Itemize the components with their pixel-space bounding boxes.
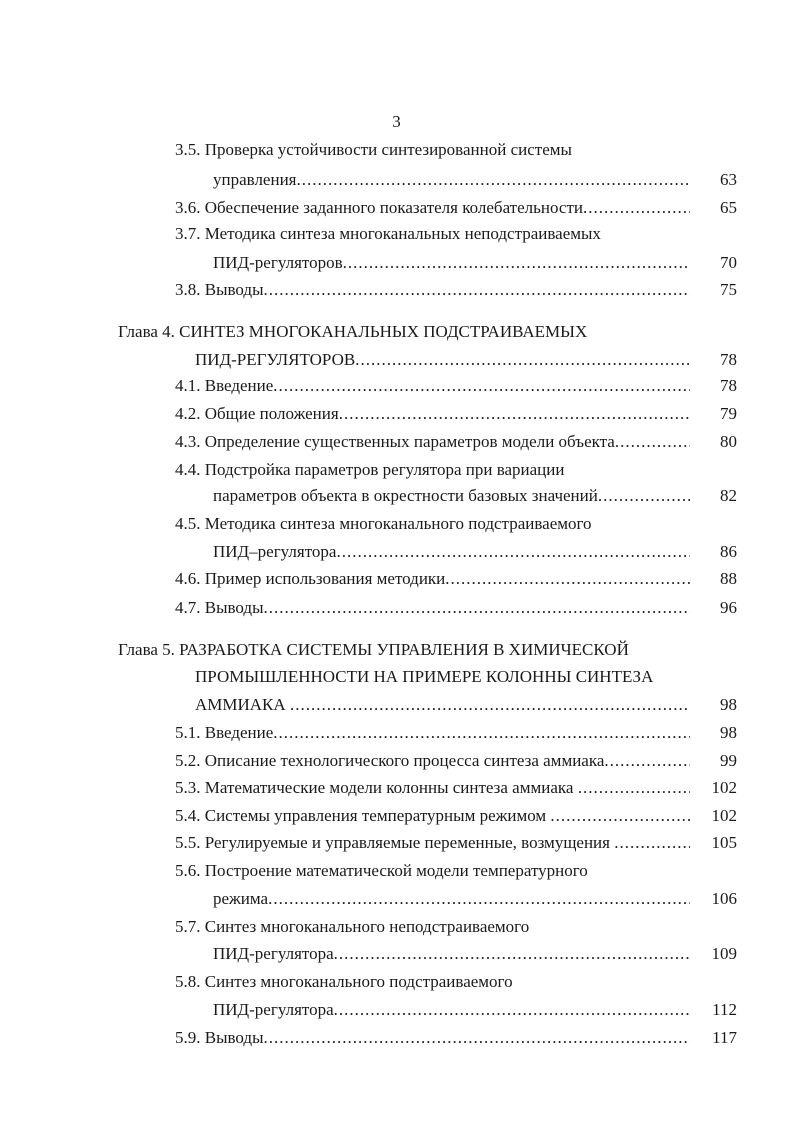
dot-leader	[355, 348, 690, 372]
toc-entry-5-1[interactable]	[175, 721, 690, 745]
dot-leader	[297, 168, 691, 192]
toc-entry-5-4-title: 5.4. Системы управления температурным режимом	[175, 806, 547, 825]
toc-entry-5-2-title: 5.2. Описание технологического процесса синтеза аммиака	[175, 751, 605, 770]
toc-entry-4-1[interactable]	[175, 374, 690, 398]
toc-page-5-8: 112	[712, 1000, 737, 1019]
dot-leader	[334, 942, 690, 966]
toc-entry-5-3-title: 5.3. Математические модели колонны синтеза аммиака	[175, 778, 574, 797]
dot-leader	[273, 374, 690, 398]
toc-entry-4-3-title: 4.3. Определение существенных параметров модели объекта	[175, 432, 615, 451]
dot-leader	[339, 402, 690, 426]
toc-entry-5-5[interactable]	[175, 831, 690, 855]
toc-entry-4-4-title: 4.4. Подстройка параметров регулятора при вариации	[175, 460, 565, 479]
toc-page-3-5: 63	[720, 170, 737, 189]
toc-entry-3-5[interactable]	[213, 168, 690, 192]
toc-page-4-1: 78	[720, 376, 737, 395]
dot-leader	[578, 776, 690, 800]
toc-entry-4-7[interactable]	[175, 596, 690, 620]
toc-entry-5-7-title-cont: ПИД-регулятора	[213, 944, 334, 963]
toc-entry-4-6[interactable]	[175, 567, 690, 591]
toc-chapter-5-title-end: АММИАКА	[195, 695, 286, 714]
toc-page-5-4: 102	[711, 806, 737, 825]
dot-leader	[550, 804, 690, 828]
dot-leader	[583, 196, 690, 220]
toc-entry-4-2[interactable]	[175, 402, 690, 426]
toc-entry-5-7[interactable]	[213, 942, 690, 966]
toc-page-3-6: 65	[720, 198, 737, 217]
toc-page-5-6: 106	[711, 889, 737, 908]
toc-page-ch4: 78	[720, 350, 737, 369]
toc-entry-4-5-title: 4.5. Методика синтеза многоканального подстраиваемого	[175, 514, 592, 533]
toc-entry-3-6[interactable]	[175, 196, 690, 220]
toc-entry-5-8-title-cont: ПИД-регулятора	[213, 1000, 334, 1019]
toc-entry-3-8-title: 3.8. Выводы	[175, 280, 264, 299]
toc-entry-5-4[interactable]	[175, 804, 690, 828]
dot-leader	[264, 278, 690, 302]
toc-entry-3-5-title: 3.5. Проверка устойчивости синтезированной системы	[175, 140, 572, 159]
toc-entry-4-5-title-cont: ПИД–регулятора	[213, 542, 337, 561]
toc-chapter-5[interactable]	[195, 693, 690, 717]
toc-entry-4-3[interactable]	[175, 430, 690, 454]
dot-leader	[268, 887, 690, 911]
toc-entry-5-6-title: 5.6. Построение математической модели температурного	[175, 861, 588, 880]
toc-page-4-7: 96	[720, 598, 737, 617]
toc-page-5-5: 105	[711, 833, 737, 852]
toc-page-4-5: 86	[720, 542, 737, 561]
toc-chapter-4[interactable]	[195, 348, 690, 372]
toc-entry-5-7-title: 5.7. Синтез многоканального неподстраиваемого	[175, 917, 530, 936]
toc-page-4-4: 82	[720, 486, 737, 505]
toc-entry-4-1-title: 4.1. Введение	[175, 376, 274, 395]
dot-leader	[264, 1026, 690, 1050]
dot-leader	[290, 693, 690, 717]
toc-entry-3-7[interactable]	[213, 251, 690, 275]
toc-chapter-4-title: Глава 4. СИНТЕЗ МНОГОКАНАЛЬНЫХ ПОДСТРАИВАЕМЫХ	[118, 322, 588, 341]
toc-page-5-1: 98	[720, 723, 737, 742]
toc-entry-5-9[interactable]	[175, 1026, 690, 1050]
toc-page-4-3: 80	[720, 432, 737, 451]
toc-entry-3-7-title: 3.7. Методика синтеза многоканальных неподстраиваемых	[175, 224, 601, 243]
toc-entry-3-7-title-cont: ПИД-регуляторов	[213, 253, 343, 272]
toc-chapter-5-title: Глава 5. РАЗРАБОТКА СИСТЕМЫ УПРАВЛЕНИЯ В ХИМИЧЕСКОЙ	[118, 640, 629, 659]
toc-page-3-7: 70	[720, 253, 737, 272]
toc-entry-5-8-title: 5.8. Синтез многоканального подстраиваемого	[175, 972, 513, 991]
toc-entry-5-1-title: 5.1. Введение	[175, 723, 274, 742]
toc-chapter-4-title-cont: ПИД-РЕГУЛЯТОРОВ	[195, 350, 356, 369]
toc-entry-5-5-title: 5.5. Регулируемые и управляемые переменные, возмущения	[175, 833, 610, 852]
toc-entry-5-8[interactable]	[213, 998, 690, 1022]
toc-page-5-2: 99	[720, 751, 737, 770]
toc-entry-4-5[interactable]	[213, 540, 690, 564]
toc-page-ch5: 98	[720, 695, 737, 714]
dot-leader	[445, 567, 690, 591]
toc-entry-5-3[interactable]	[175, 776, 690, 800]
toc-entry-3-5-title-cont: управления	[213, 170, 297, 189]
toc-entry-4-2-title: 4.2. Общие положения	[175, 404, 339, 423]
dot-leader	[343, 251, 690, 275]
toc-entry-3-6-title: 3.6. Обеспечение заданного показателя колебательности	[175, 198, 583, 217]
toc-entry-4-6-title: 4.6. Пример использования методики	[175, 569, 446, 588]
toc-page-4-6: 88	[720, 569, 737, 588]
toc-chapter-5-title-cont: ПРОМЫШЛЕННОСТИ НА ПРИМЕРЕ КОЛОННЫ СИНТЕЗА	[195, 667, 654, 686]
toc-page-3-8: 75	[720, 280, 737, 299]
dot-leader	[273, 721, 690, 745]
toc-entry-4-4-title-cont: параметров объекта в окрестности базовых значений	[213, 486, 598, 505]
toc-page-5-3: 102	[711, 778, 737, 797]
dot-leader	[336, 540, 690, 564]
toc-page-5-7: 109	[711, 944, 737, 963]
toc-entry-5-9-title: 5.9. Выводы	[175, 1028, 264, 1047]
dot-leader	[264, 596, 690, 620]
page-number: 3	[392, 112, 401, 131]
toc-entry-5-2[interactable]	[175, 749, 690, 773]
toc-entry-4-7-title: 4.7. Выводы	[175, 598, 264, 617]
toc-entry-5-6[interactable]	[213, 887, 690, 911]
toc-entry-4-4[interactable]	[213, 484, 690, 508]
toc-entry-3-8[interactable]	[175, 278, 690, 302]
toc-entry-5-6-title-cont: режима	[213, 889, 269, 908]
toc-page-5-9: 117	[712, 1028, 737, 1047]
dot-leader	[334, 998, 690, 1022]
toc-page-4-2: 79	[720, 404, 737, 423]
